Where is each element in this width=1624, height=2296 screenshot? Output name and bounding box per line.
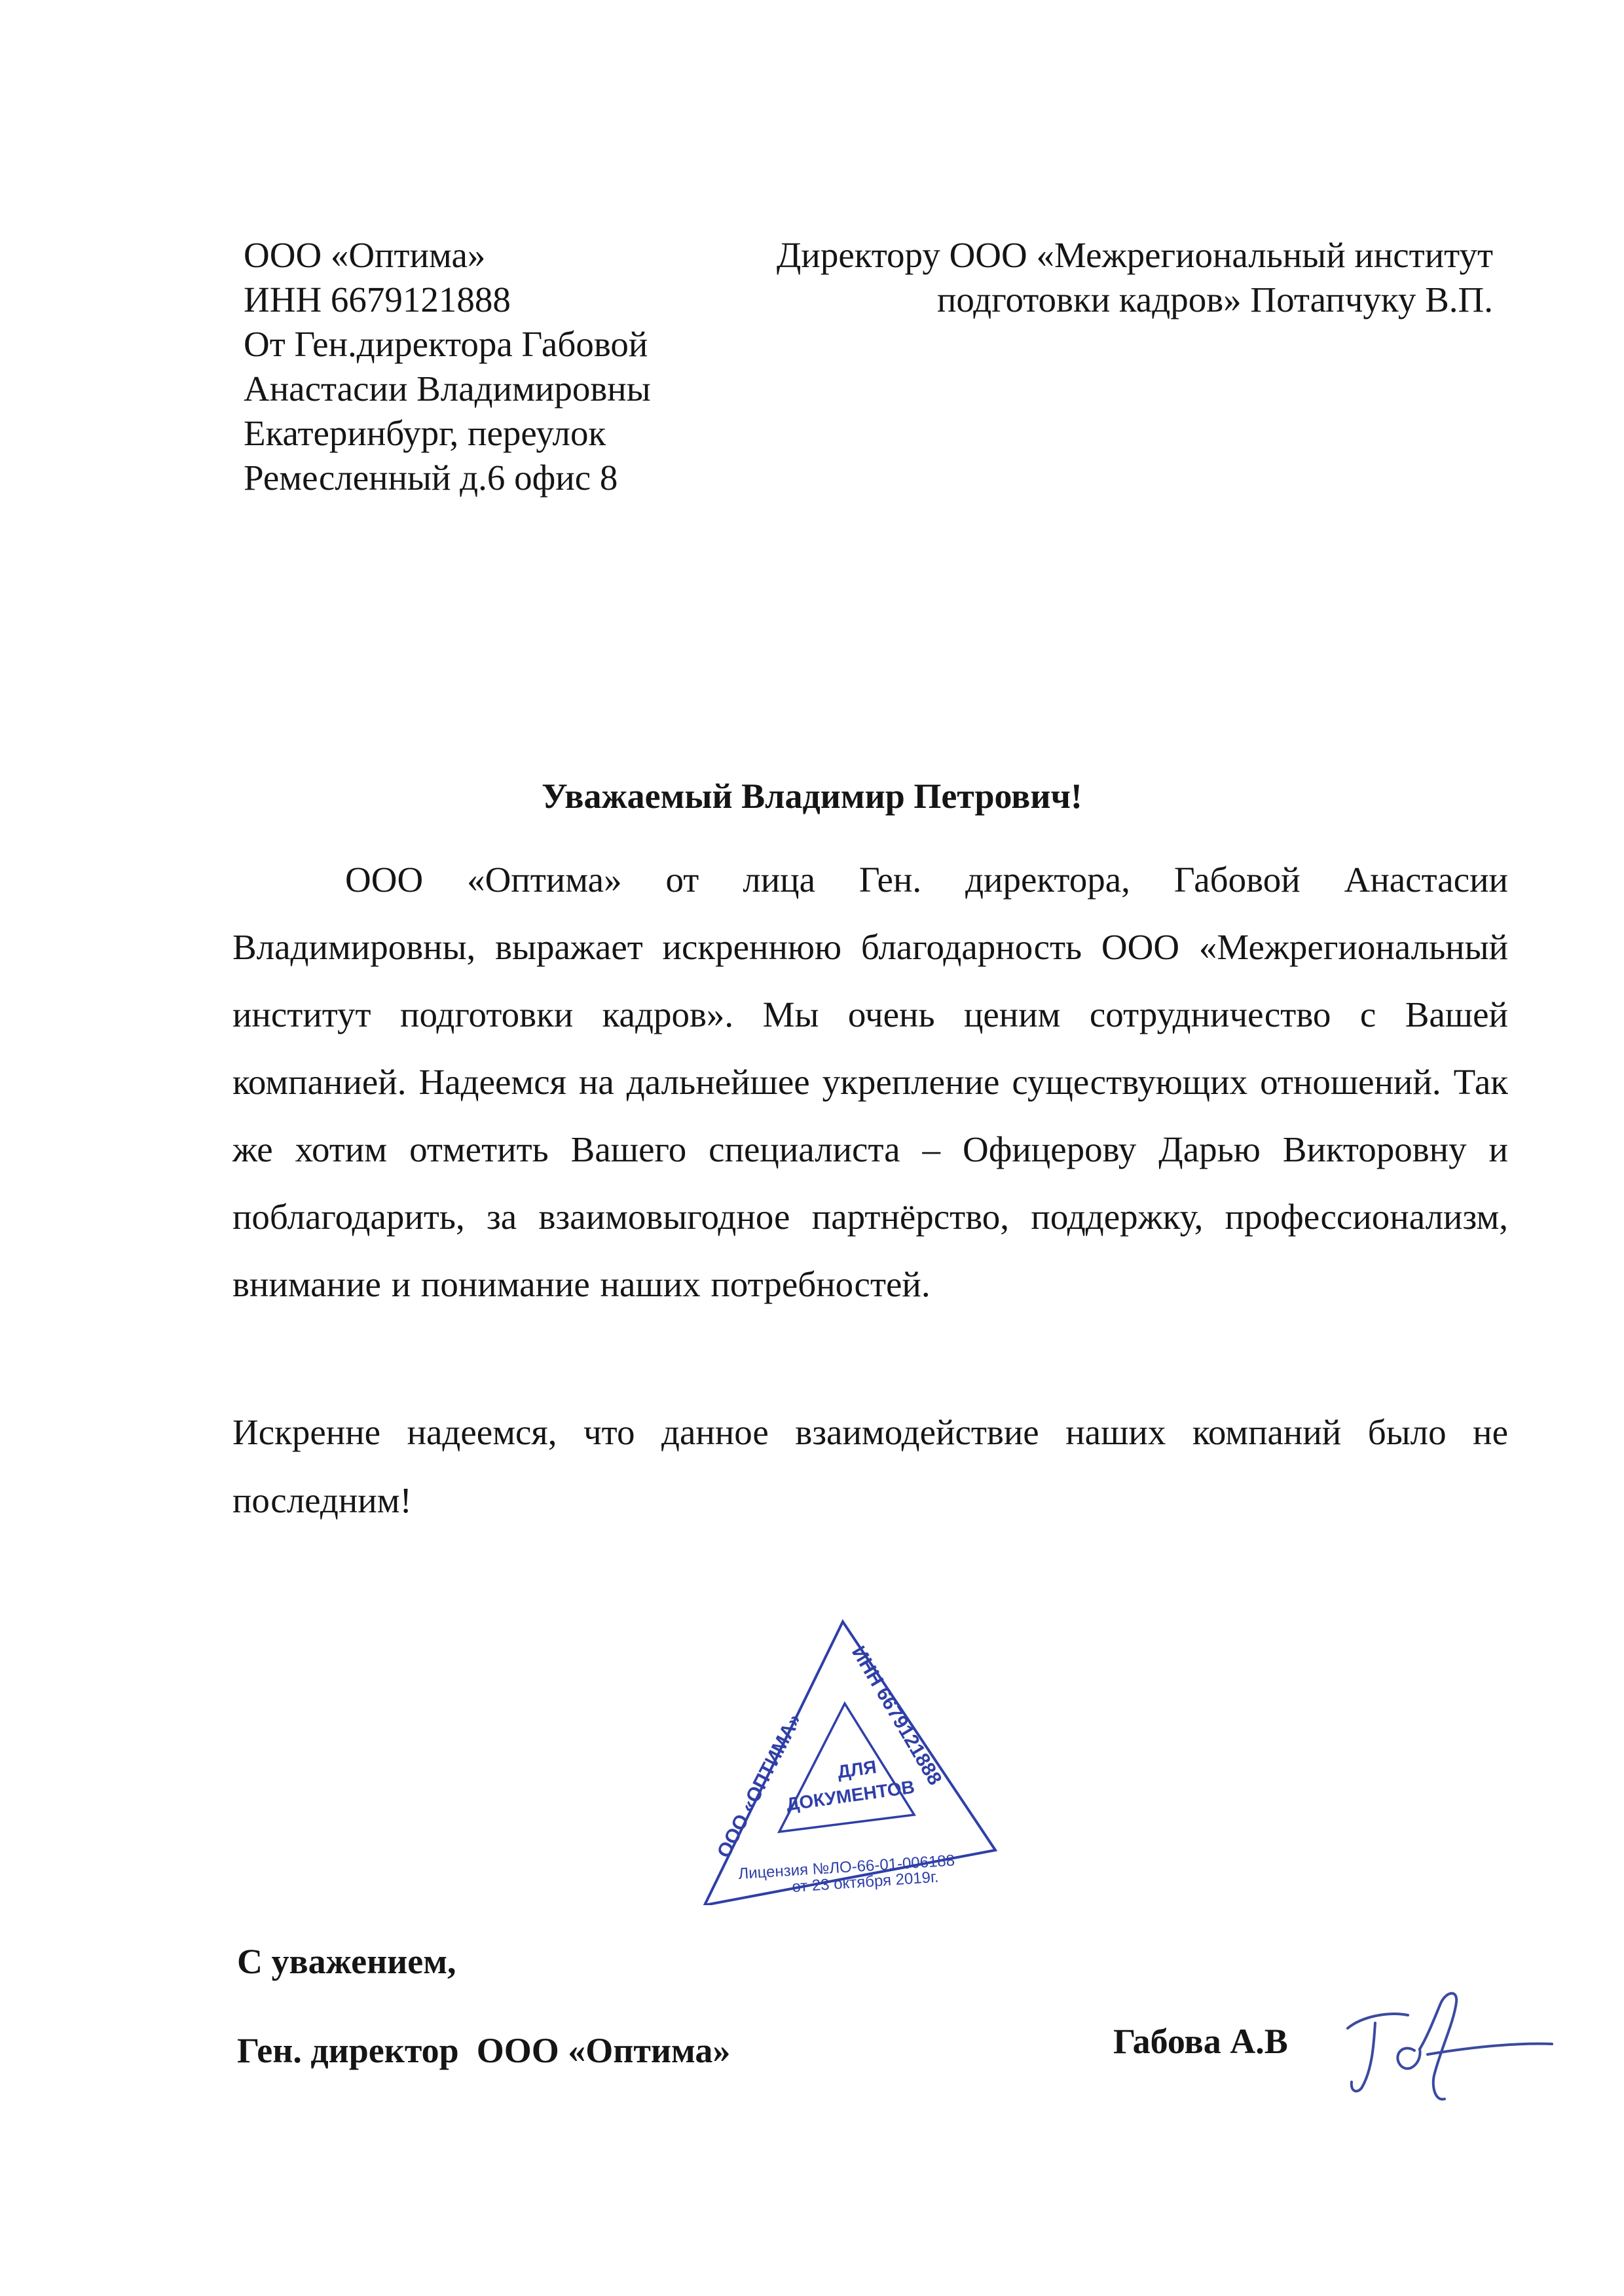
signatory-position: Ген. директор ООО «Оптима» xyxy=(237,2031,731,2070)
stamp-left-text: ООО «ОПТИМА» xyxy=(712,1710,806,1862)
company-stamp xyxy=(694,1604,1008,1905)
recipient-line1: Директору ООО «Межрегиональный институт xyxy=(776,235,1493,275)
sender-block xyxy=(244,233,651,500)
stamp-license-line1: Лицензия №ЛО-66-01-006188 xyxy=(737,1851,955,1883)
sender-address-line2: Ремесленный д.6 офис 8 xyxy=(244,458,618,498)
stamp-center-line2: ДОКУМЕНТОВ xyxy=(784,1776,916,1815)
sender-from: От Ген.директора Габовой xyxy=(244,324,648,364)
stamp-center-line1: ДЛЯ xyxy=(836,1757,878,1783)
body-paragraph-1: ООО «Оптима» от лица Ген. директора, Габовой Анастасии Владимировны, выражает искреннюю благодарность ООО «Межрегиональный институт подготовки кадров». Мы очень ценим сотрудничество с Вашей компанией. Надеемся на дальнейшее укрепление существующих отношений. Так же хотим отметить Вашего специалиста – Офицерову Дарью Викторовну и поблагодарить, за взаимовыгодное партнёрство, поддержку, профессионализм, внимание и понимание наших потребностей. xyxy=(232,860,1508,1304)
body-paragraph-2: Искренне надеемся, что данное взаимодействие наших компаний было не последним! xyxy=(232,1412,1508,1520)
recipient-block xyxy=(777,233,1493,322)
handwritten-signature xyxy=(1336,1977,1559,2108)
sender-company: ООО «Оптима» xyxy=(244,235,486,275)
sender-address-line1: Екатеринбург, переулок xyxy=(244,413,606,453)
recipient-line2: подготовки кадров» Потапчуку В.П. xyxy=(936,280,1493,319)
signatory-name: Габова А.В xyxy=(1113,2022,1288,2061)
sender-name: Анастасии Владимировны xyxy=(244,369,651,409)
stamp-right-text: ИНН 6679121888 xyxy=(847,1642,946,1789)
salutation: Уважаемый Владимир Петрович! xyxy=(542,776,1082,816)
closing-phrase: С уважением, xyxy=(237,1942,456,1981)
stamp-license-line2: от 23 октября 2019г. xyxy=(791,1868,940,1896)
sender-inn: ИНН 6679121888 xyxy=(244,280,511,319)
